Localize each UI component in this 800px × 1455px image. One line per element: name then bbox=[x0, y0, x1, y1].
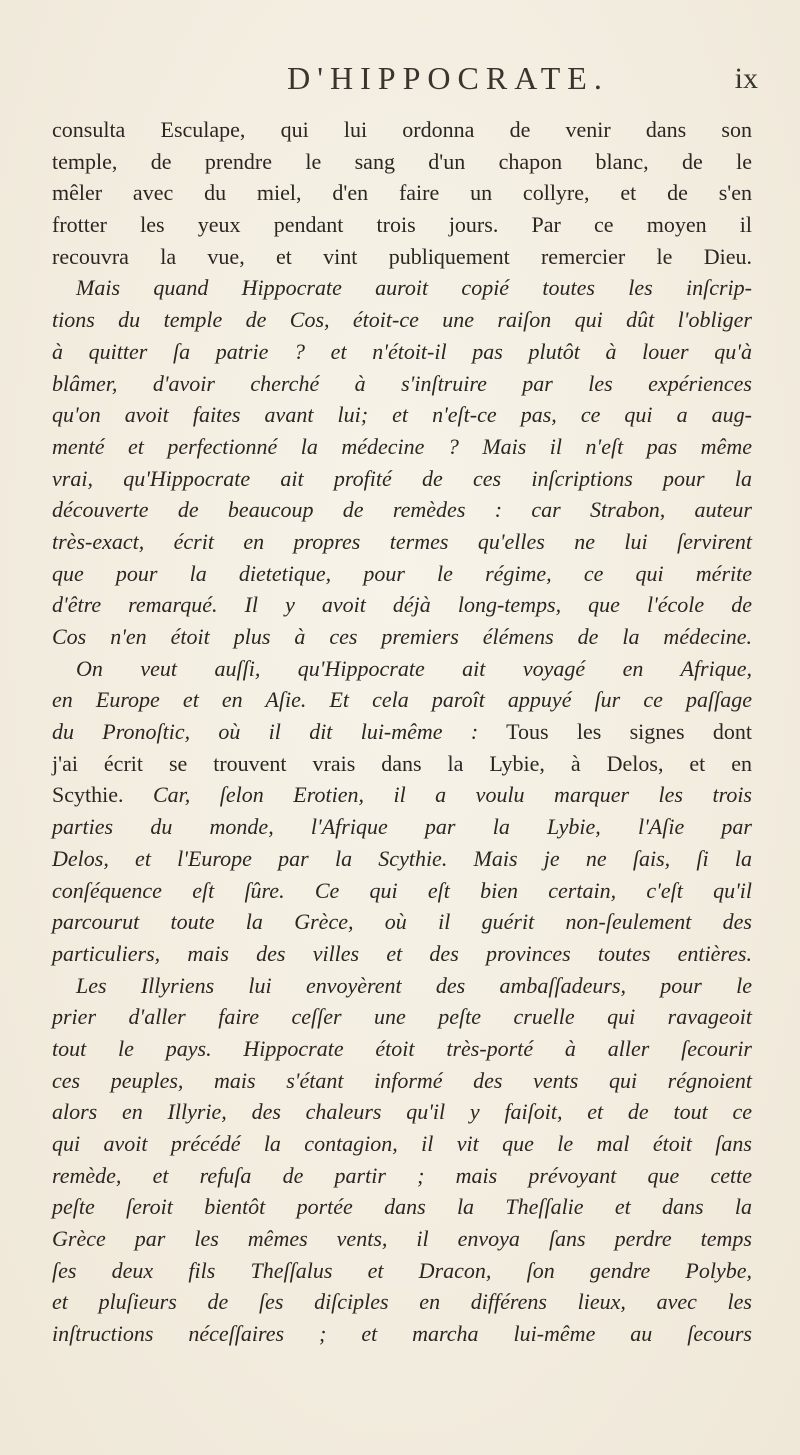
text-line: parties du monde, l'Afrique par la Lybie, l'Aſie par bbox=[52, 814, 752, 840]
text-segment-roman: Scythie. bbox=[52, 782, 124, 808]
text-line: recouvra la vue, et vint publiquement remercier le Dieu. bbox=[52, 243, 752, 269]
text-line: Grèce par les mêmes vents, il envoya ſans perdre temps bbox=[52, 1226, 752, 1252]
text-line: inſtructions néceſſaires ; et marcha lui-même au ſecours bbox=[52, 1321, 752, 1347]
text-line: temple, de prendre le sang d'un chapon blanc, de le bbox=[52, 148, 752, 174]
text-line: conſéquence eſt ſûre. Ce qui eſt bien certain, c'eſt qu'il bbox=[52, 877, 752, 903]
text-line: découverte de beaucoup de remèdes : car Strabon, auteur bbox=[52, 497, 752, 523]
running-title: D'HIPPOCRATE. bbox=[287, 60, 609, 96]
body-text bbox=[52, 114, 752, 1350]
text-line: j'ai écrit se trouvent vrais dans la Lybie, à Delos, et en bbox=[52, 750, 752, 776]
text-segment-italic: Car, ſelon Erotien, il a voulu marquer les trois bbox=[153, 782, 752, 808]
text-line: prier d'aller faire ceſſer une peſte cruelle qui ravageoit bbox=[52, 1004, 752, 1030]
text-line: qui avoit précédé la contagion, il vit que le mal étoit ſans bbox=[52, 1131, 752, 1156]
text-line: tions du temple de Cos, étoit-ce une raiſon qui dût l'obliger bbox=[52, 307, 752, 333]
text-line: d'être remarqué. Il y avoit déjà long-temps, que l'école de bbox=[52, 592, 752, 618]
text-line: consulta Esculape, qui lui ordonna de venir dans son bbox=[52, 117, 752, 142]
text-line: vrai, qu'Hippocrate ait profité de ces inſcriptions pour la bbox=[52, 465, 752, 491]
text-line-mixed bbox=[52, 779, 752, 811]
text-line: en Europe et en Aſie. Et cela paroît appuyé ſur ce paſſage bbox=[52, 687, 752, 713]
text-segment-roman: Tous les signes dont bbox=[506, 719, 753, 745]
text-line: qu'on avoit faites avant lui; et n'eſt-ce pas, ce qui a aug- bbox=[52, 402, 752, 428]
text-line: Les Illyriens lui envoyèrent des ambaſſadeurs, pour le bbox=[76, 972, 752, 998]
page-header bbox=[138, 60, 758, 100]
text-line: peſte ſeroit bientôt portée dans la Theſſalie et dans la bbox=[52, 1194, 752, 1220]
text-line: menté et perfectionné la médecine ? Mais il n'eſt pas même bbox=[52, 433, 752, 459]
text-line: ces peuples, mais s'étant informé des vents qui régnoient bbox=[52, 1067, 752, 1093]
text-line: tout le pays. Hippocrate étoit très-porté à aller ſecourir bbox=[52, 1035, 752, 1061]
text-line: que pour la dietetique, pour le régime, ce qui mérite bbox=[52, 560, 752, 586]
page-number: ix bbox=[734, 62, 758, 95]
text-line: particuliers, mais des villes et des provinces toutes entières. bbox=[52, 940, 752, 966]
text-line-mixed bbox=[52, 716, 752, 748]
text-line: alors en Illyrie, des chaleurs qu'il y faiſoit, et de tout ce bbox=[52, 1099, 752, 1125]
text-line: parcourut toute la Grèce, où il guérit non-ſeulement des bbox=[52, 909, 752, 935]
text-line: Mais quand Hippocrate auroit copié toutes les inſcrip- bbox=[76, 275, 752, 301]
text-line: ſes deux fils Theſſalus et Dracon, ſon gendre Polybe, bbox=[52, 1257, 752, 1283]
text-line: très-exact, écrit en propres termes qu'elles ne lui ſervirent bbox=[52, 528, 752, 554]
text-line: et pluſieurs de ſes diſciples en différens lieux, avec les bbox=[52, 1289, 752, 1315]
text-line: mêler avec du miel, d'en faire un collyre, et de s'en bbox=[52, 180, 752, 206]
text-line: Cos n'en étoit plus à ces premiers élémens de la médecine. bbox=[52, 624, 752, 649]
text-line: remède, et refuſa de partir ; mais prévoyant que cette bbox=[52, 1162, 752, 1188]
text-segment-italic: du Pronoſtic, où il dit lui-même : bbox=[52, 719, 479, 745]
text-line: Delos, et l'Europe par la Scythie. Mais je ne ſais, ſi la bbox=[52, 845, 752, 871]
text-line: On veut auſſi, qu'Hippocrate ait voyagé en Afrique, bbox=[76, 655, 752, 681]
text-line: frotter les yeux pendant trois jours. Par ce moyen il bbox=[52, 212, 752, 238]
text-line: à quitter ſa patrie ? et n'étoit-il pas plutôt à louer qu'à bbox=[52, 338, 752, 364]
text-line: blâmer, d'avoir cherché à s'inſtruire par les expériences bbox=[52, 370, 752, 396]
